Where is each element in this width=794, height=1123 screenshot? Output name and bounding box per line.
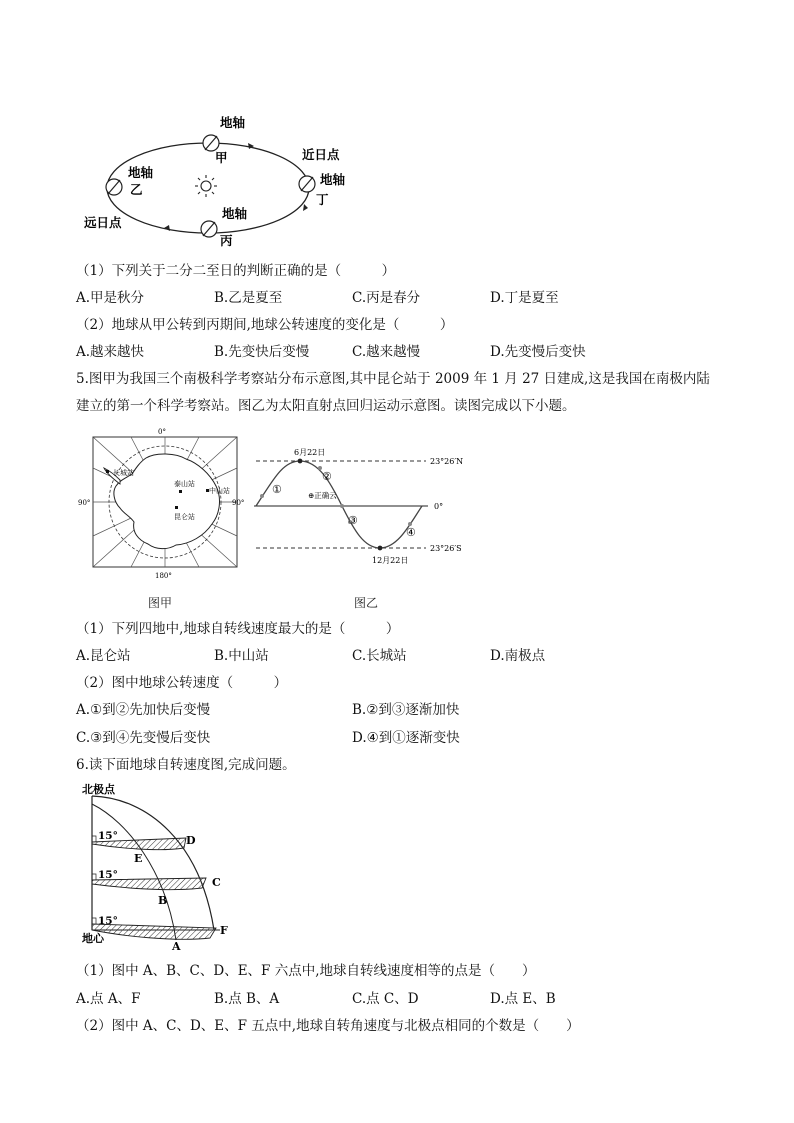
label-bing: 丙 xyxy=(220,233,233,248)
label-zhengzhengyun: ⊕正确云 xyxy=(308,491,337,500)
caption-tu-yi: 图乙 xyxy=(354,596,379,610)
q5-sub2-option-b: B.②到③逐渐加快 xyxy=(352,702,460,718)
label-axis-right: 地轴 xyxy=(320,172,346,187)
label-aphelion: 远日点 xyxy=(84,215,122,230)
q4-sub1-option-d: D.丁是夏至 xyxy=(490,290,559,306)
q6-sub2-stem: （2）图中 A、C、D、E、F 五点中,地球自转角速度与北极点相同的个数是（ ） xyxy=(76,1018,580,1034)
label-point-e: E xyxy=(134,852,143,865)
orbit-arrow-icon xyxy=(164,225,170,231)
label-point-c: C xyxy=(212,876,221,889)
q4-sub2-option-c: C.越来越慢 xyxy=(352,344,421,360)
q6-sub1-stem: （1）图中 A、B、C、D、E、F 六点中,地球自转线速度相等的点是（ ） xyxy=(76,963,536,979)
q5-sub1-option-c: C.长城站 xyxy=(352,648,407,664)
earth-yi-icon xyxy=(106,179,122,195)
q4-sub2-stem: （2）地球从甲公转到丙期间,地球公转速度的变化是（ ） xyxy=(76,317,454,333)
orbit-diagram xyxy=(78,112,368,250)
q5-sub1-option-d: D.南极点 xyxy=(490,648,546,664)
label-deg-2: 15° xyxy=(98,869,118,881)
label-axis-bottom: 地轴 xyxy=(222,206,248,221)
q5-intro-line1: 5.图甲为我国三个南极科学考察站分布示意图,其中昆仑站于 2009 年 1 月 27 日建成,这是我国在南极内陆 xyxy=(76,371,710,387)
sun-path-curve xyxy=(256,461,422,548)
label-point-a: A xyxy=(172,940,181,953)
path-point xyxy=(340,504,344,508)
label-mark-2: ② xyxy=(322,470,332,483)
q6-sub1-option-d: D.点 E、B xyxy=(490,991,556,1007)
label-dec22: 12月22日 xyxy=(372,556,409,565)
label-center: 地心 xyxy=(82,932,104,945)
map-lon-right: 90° xyxy=(232,499,245,507)
label-north: 23°26′N xyxy=(430,457,464,466)
q4-sub1-option-c: C.丙是春分 xyxy=(352,290,421,306)
q5-sub2-option-d: D.④到①逐渐变快 xyxy=(352,730,460,746)
path-point xyxy=(378,546,383,551)
q5-sub1-option-b: B.中山站 xyxy=(214,648,269,664)
label-point-f: F xyxy=(220,924,228,937)
label-south: 23°26′S xyxy=(430,544,462,553)
kunlun-marker xyxy=(175,506,178,509)
q4-sub2-option-b: B.先变快后变慢 xyxy=(214,344,310,360)
label-equator: 0° xyxy=(434,502,444,511)
q4-sub1-option-a: A.甲是秋分 xyxy=(76,290,145,306)
taishan-marker xyxy=(179,490,182,493)
sun-icon xyxy=(195,175,217,197)
label-mark-1: ① xyxy=(272,483,282,496)
label-mark-3: ③ xyxy=(348,514,358,527)
caption-tu-jia: 图甲 xyxy=(148,596,173,610)
q6-title: 6.读下面地球自转速度图,完成问题。 xyxy=(76,757,296,773)
label-perihelion: 近日点 xyxy=(302,147,340,162)
earth-bing-icon xyxy=(201,221,217,237)
q4-sub1-stem: （1）下列关于二分二至日的判断正确的是（ ） xyxy=(76,263,396,279)
solar-migration-diagram xyxy=(250,440,506,572)
q6-sub1-option-b: B.点 B、A xyxy=(214,991,280,1007)
q5-sub2-option-a: A.①到②先加快后变慢 xyxy=(76,702,211,718)
orbit-arrow-icon xyxy=(303,204,308,211)
earth-jia-icon xyxy=(203,135,219,151)
rotation-speed-diagram xyxy=(78,782,240,954)
q5-sub2-option-c: C.③到④先变慢后变快 xyxy=(76,730,211,746)
map-lon-bottom: 180° xyxy=(155,572,172,580)
q4-sub1-option-b: B.乙是夏至 xyxy=(214,290,283,306)
path-point xyxy=(298,459,303,464)
antarctica-map xyxy=(76,426,248,586)
label-deg-3: 15° xyxy=(98,915,118,927)
changcheng-marker xyxy=(106,470,109,473)
q5-intro-line2: 建立的第一个科学考察站。图乙为太阳直射点回归运动示意图。读图完成以下小题。 xyxy=(76,398,576,414)
label-point-d: D xyxy=(186,834,196,847)
label-jun22: 6月22日 xyxy=(294,448,326,457)
label-mark-4: ④ xyxy=(406,526,416,539)
label-deg-1: 15° xyxy=(98,830,118,842)
path-point xyxy=(260,494,264,498)
label-axis-left: 地轴 xyxy=(128,165,154,180)
q5-sub1-option-a: A.昆仑站 xyxy=(76,648,131,664)
map-lon-top: 0° xyxy=(158,428,166,436)
label-jia: 甲 xyxy=(215,150,228,165)
map-lon-left: 90° xyxy=(78,499,91,507)
label-ding: 丁 xyxy=(316,192,329,207)
q4-sub2-option-d: D.先变慢后变快 xyxy=(490,344,586,360)
q5-sub1-stem: （1）下列四地中,地球自转线速度最大的是（ ） xyxy=(76,621,400,637)
map-kunlun: 昆仑站 xyxy=(174,513,195,521)
label-yi: 乙 xyxy=(130,182,143,197)
map-zhongshan: 中山站 xyxy=(209,487,230,495)
q5-sub2-stem: （2）图中地球公转速度（ ） xyxy=(76,675,288,691)
map-taishan: 泰山站 xyxy=(174,480,195,488)
earth-ding-icon xyxy=(299,176,315,192)
q6-sub1-option-a: A.点 A、F xyxy=(76,991,141,1007)
map-changcheng: 长城站 xyxy=(113,469,134,477)
label-axis-top: 地轴 xyxy=(220,115,246,130)
q6-sub1-option-c: C.点 C、D xyxy=(352,991,419,1007)
q4-sub2-option-a: A.越来越快 xyxy=(76,344,145,360)
label-north-pole: 北极点 xyxy=(82,783,115,796)
label-point-b: B xyxy=(158,894,168,907)
